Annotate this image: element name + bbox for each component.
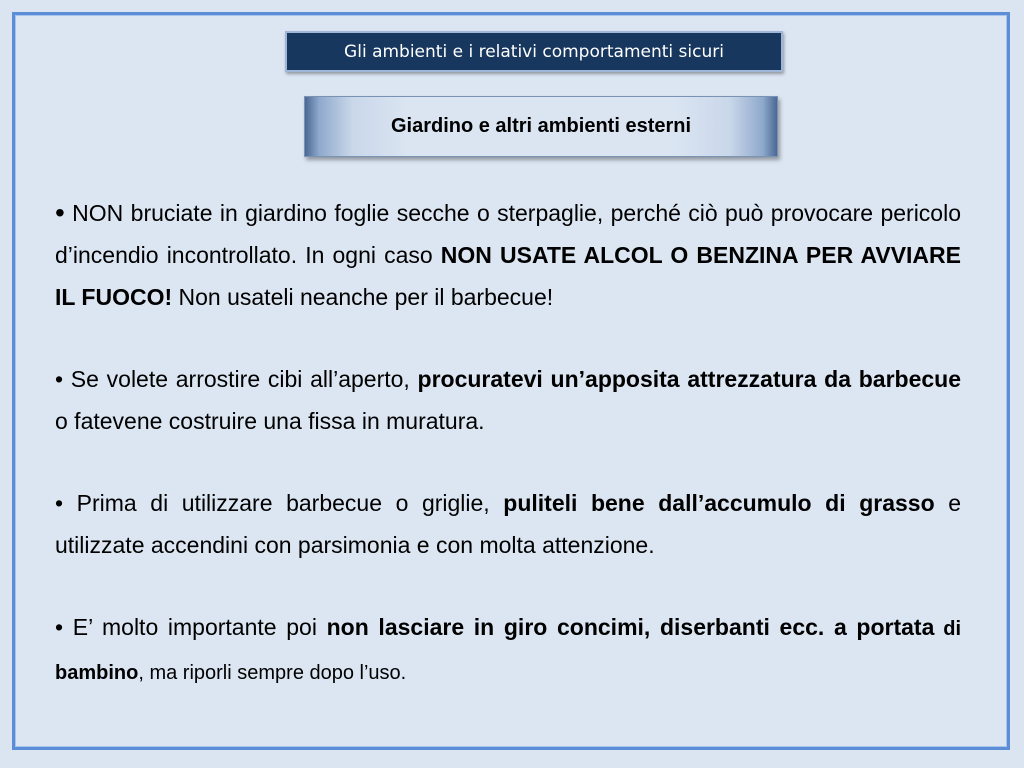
bullet-paragraph-4 [55, 606, 961, 694]
bullet-mark: • [55, 614, 64, 640]
bullet-text: E’ molto importante poi [63, 614, 327, 640]
bullet-text: o fatevene costruire una fissa in muratura. [55, 408, 485, 434]
bullet-mark: • [55, 197, 65, 228]
slide-title [285, 31, 783, 72]
section-heading-box [304, 96, 778, 157]
bullet-bold-text: NON USATE ALCOL O BENZINA PER AVVIARE IL FUOCO! [55, 242, 961, 310]
bullet-text-small: , ma riporli sempre dopo l’uso. [138, 662, 407, 684]
bullet-bold-text-small: di bambino [55, 618, 961, 684]
bullet-text: Prima di utilizzare barbecue o griglie, [63, 490, 504, 516]
bullet-paragraph-1 [55, 192, 961, 318]
bullet-mark: • [55, 490, 64, 516]
bullet-text: NON bruciate in giardino foglie secche o sterpaglie, perché ciò può provocare pericolo d’incendio incontrollato. In ogni caso [55, 200, 961, 268]
slide-body [55, 192, 961, 694]
bullet-paragraph-3 [55, 482, 961, 566]
bullet-bold-text: non lasciare in giro concimi, diserbanti ecc. a portata [326, 614, 935, 640]
bullet-text: Se volete arrostire cibi all’aperto, [63, 366, 418, 392]
bullet-paragraph-2 [55, 358, 961, 442]
bullet-mark: • [55, 366, 64, 392]
slide-title-text: Gli ambienti e i relativi comportamenti sicuri [344, 41, 724, 62]
section-heading-text: Giardino e altri ambienti esterni [390, 115, 692, 137]
bullet-text: Non usateli neanche per il barbecue! [172, 284, 554, 310]
bullet-bold-text: puliteli bene dall’accumulo di grasso [503, 490, 935, 516]
bullet-text: e utilizzate accendini con parsimonia e con molta attenzione. [55, 490, 961, 558]
bullet-bold-text: procuratevi un’apposita attrezzatura da barbecue [417, 366, 961, 392]
